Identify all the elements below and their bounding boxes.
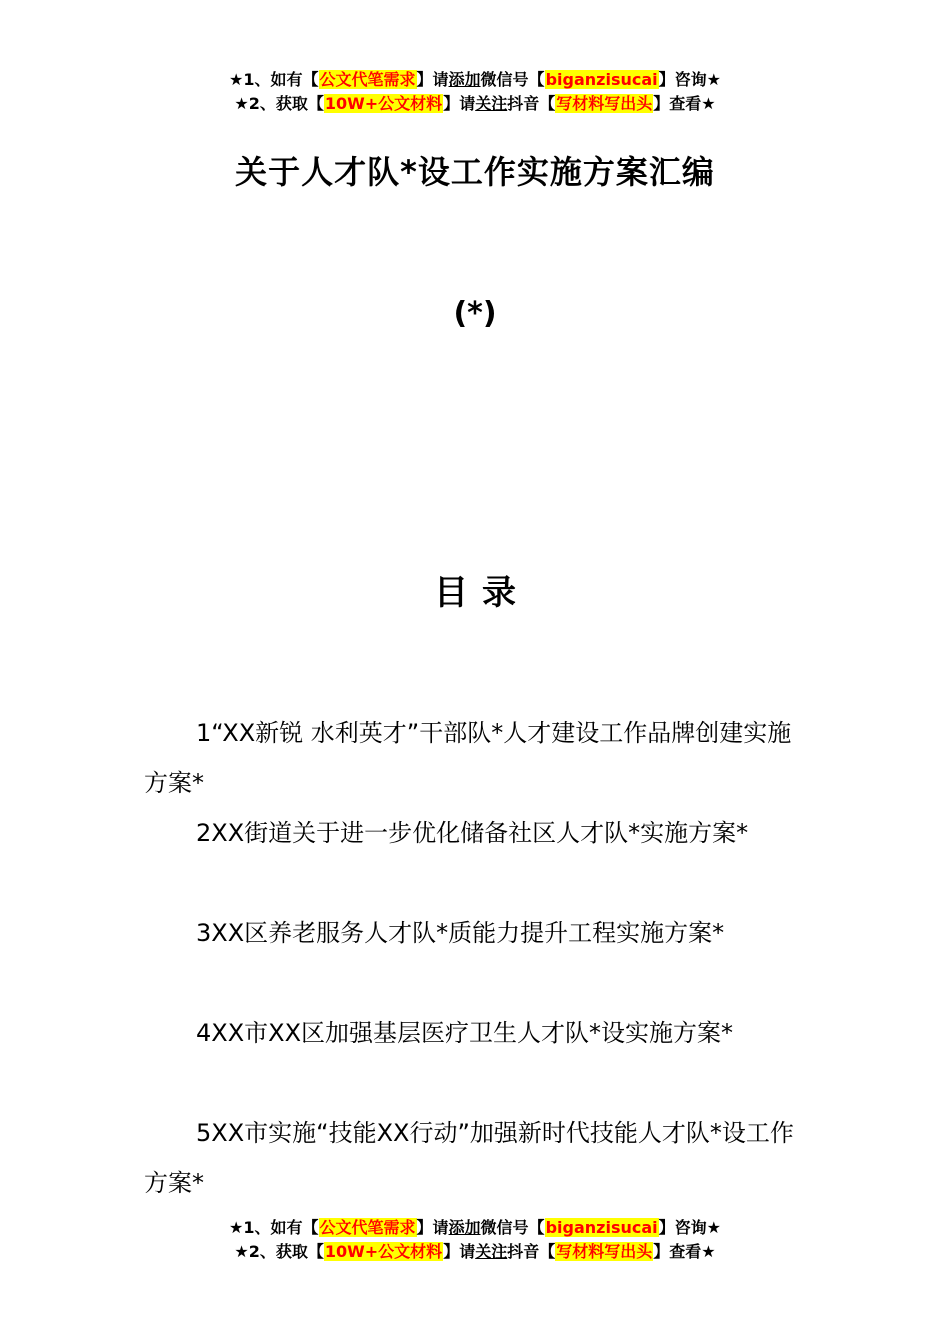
banner-underline: 添加 (448, 70, 481, 89)
banner-line-1 (0, 1216, 950, 1240)
document-title: 关于人才队*设工作实施方案汇编 (235, 153, 715, 191)
banner-douyin-id: 写材料写出头 (556, 94, 653, 113)
banner-text: 】请 (416, 1218, 449, 1237)
banner-text: 】请 (443, 94, 476, 113)
banner-text: 抖音【 (507, 94, 556, 113)
banner-underline: 关注 (475, 1242, 508, 1261)
toc-item: 5XX市实施“技能XX行动”加强新时代技能人才队*设工作方案* (144, 1119, 794, 1197)
banner-highlight: 公文代笔需求 (319, 70, 416, 89)
banner-text: 】咨询★ (658, 1218, 721, 1237)
banner-wechat-id: biganzisucai (545, 70, 658, 89)
toc-entry (144, 1008, 810, 1058)
document-year: (*) (453, 296, 497, 331)
toc-entry (144, 908, 810, 958)
banner-highlight: 10W+公文材料 (324, 94, 443, 113)
toc-item: 3XX区养老服务人才队*质能力提升工程实施方案* (196, 919, 725, 947)
toc-item: 4XX市XX区加强基层医疗卫生人才队*设实施方案* (196, 1019, 734, 1047)
toc-entry (144, 808, 810, 858)
toc-item: 2XX街道关于进一步优化储备社区人才队*实施方案* (196, 819, 749, 847)
banner-highlight: 10W+公文材料 (324, 1242, 443, 1261)
banner-text: 微信号【 (480, 1218, 545, 1237)
banner-text: 微信号【 (480, 70, 545, 89)
banner-wechat-id: biganzisucai (545, 1218, 658, 1237)
banner-text: ★2、获取【 (234, 1242, 324, 1261)
banner-highlight: 公文代笔需求 (319, 1218, 416, 1237)
toc-entry (144, 708, 810, 808)
banner-underline: 关注 (475, 94, 508, 113)
top-banner (0, 68, 950, 116)
banner-text: ★2、获取【 (234, 94, 324, 113)
bottom-banner (0, 1216, 950, 1264)
banner-text: ★1、如有【 (229, 70, 319, 89)
banner-text: 抖音【 (507, 1242, 556, 1261)
banner-text: ★1、如有【 (229, 1218, 319, 1237)
banner-line-2 (0, 1240, 950, 1264)
banner-line-1 (0, 68, 950, 92)
banner-text: 】请 (443, 1242, 476, 1261)
banner-douyin-id: 写材料写出头 (556, 1242, 653, 1261)
banner-underline: 添加 (448, 1218, 481, 1237)
toc-entry (144, 1108, 810, 1208)
banner-line-2 (0, 92, 950, 116)
banner-text: 】查看★ (653, 94, 716, 113)
banner-text: 】查看★ (653, 1242, 716, 1261)
toc-title: 目录 (434, 573, 530, 613)
banner-text: 】请 (416, 70, 449, 89)
toc-item: 1“XX新锐 水利英才”干部队*人才建设工作品牌创建实施方案* (144, 719, 792, 797)
banner-text: 】咨询★ (658, 70, 721, 89)
